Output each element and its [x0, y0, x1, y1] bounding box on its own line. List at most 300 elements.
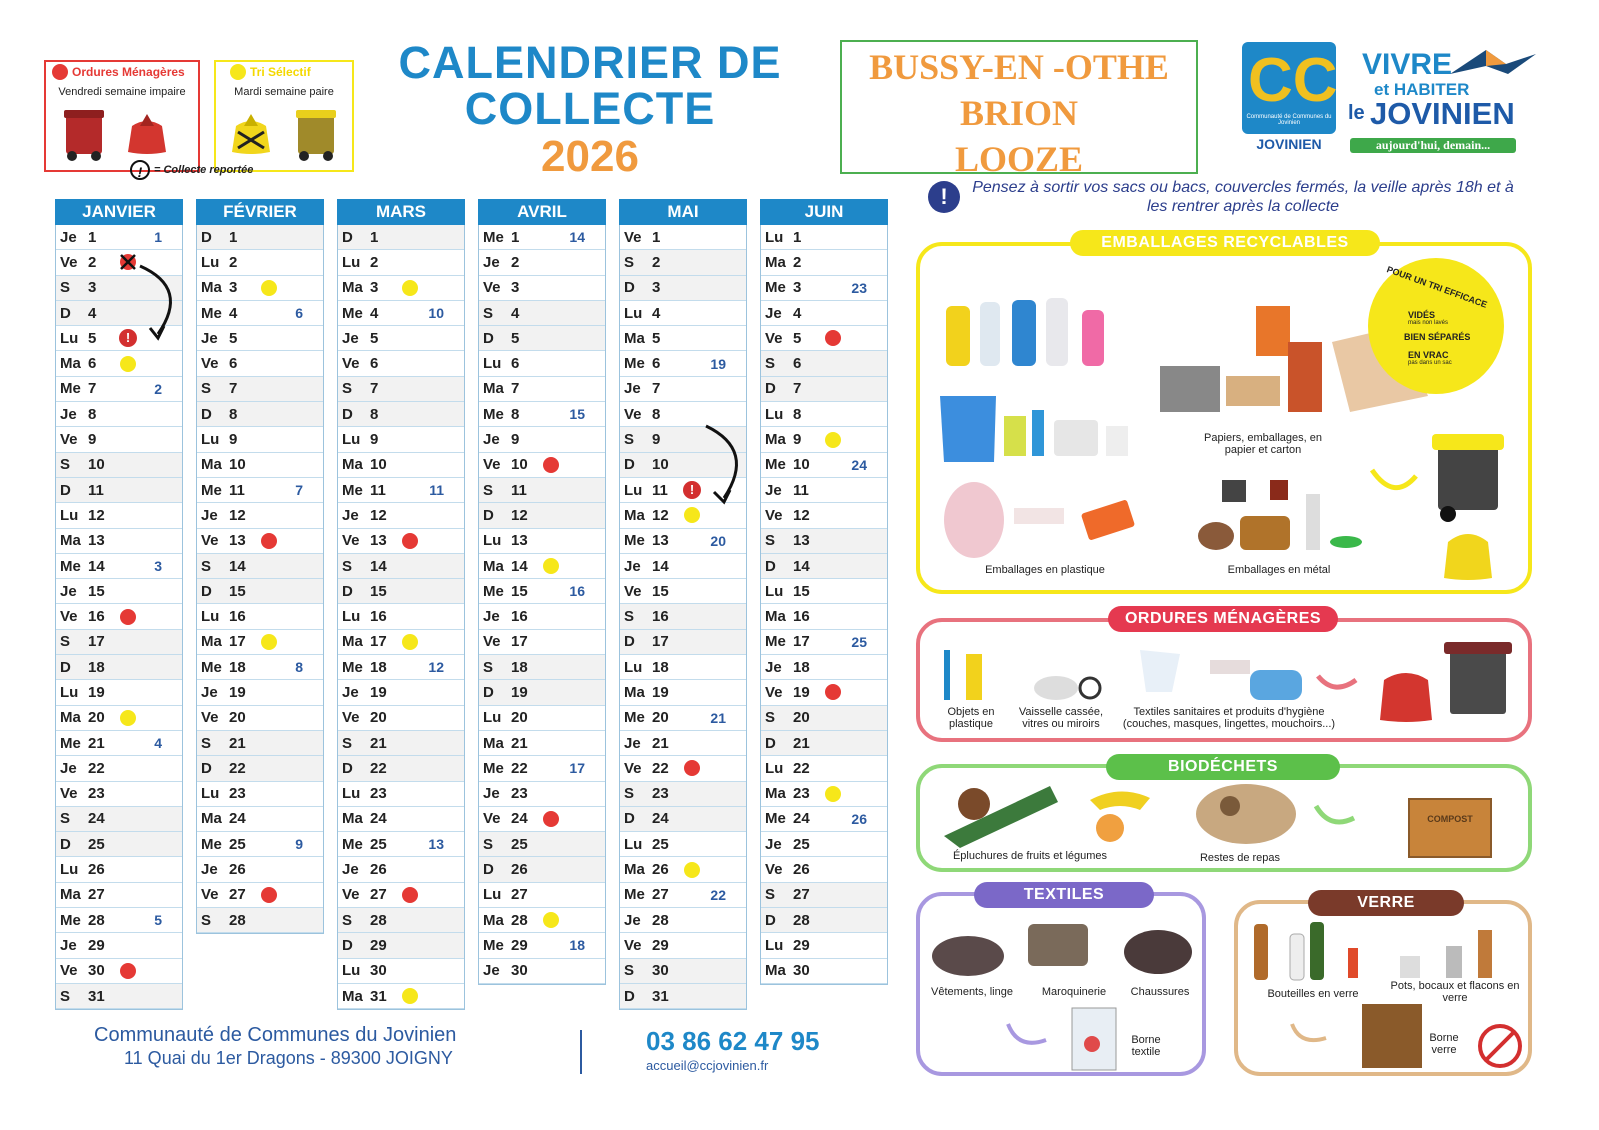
- section-title: ORDURES MÉNAGÈRES: [1108, 606, 1338, 632]
- yellow-bin-icon: [294, 106, 338, 162]
- title-block: [370, 37, 810, 182]
- day-row: [479, 301, 605, 326]
- day-number: 1: [229, 228, 238, 246]
- weekday-label: Ma: [624, 683, 645, 701]
- tri-selectif-dot-icon: [120, 710, 136, 726]
- day-row: [56, 402, 182, 427]
- weekday-label: S: [624, 431, 635, 449]
- day-row: [197, 604, 323, 629]
- day-number: 25: [370, 835, 387, 853]
- day-number: 12: [793, 506, 810, 524]
- day-number: 3: [370, 279, 379, 297]
- day-number: 5: [229, 329, 238, 347]
- day-number: 21: [88, 734, 105, 752]
- weekday-label: D: [342, 759, 353, 777]
- week-number: 17: [569, 760, 585, 777]
- weekday-label: Ve: [201, 886, 219, 904]
- weekday-label: Ma: [60, 886, 81, 904]
- weekday-label: Je: [483, 608, 500, 626]
- day-number: 17: [652, 633, 669, 651]
- weekday-label: Ve: [765, 506, 783, 524]
- day-number: 9: [229, 431, 238, 449]
- day-row: [620, 250, 746, 275]
- day-number: 2: [370, 253, 379, 271]
- day-number: 17: [229, 633, 246, 651]
- day-row: [338, 453, 464, 478]
- day-row: [620, 756, 746, 781]
- day-row: [56, 756, 182, 781]
- day-number: 21: [793, 734, 810, 752]
- day-number: 9: [511, 431, 520, 449]
- day-number: 4: [511, 304, 520, 322]
- weekday-label: D: [765, 557, 776, 575]
- weekday-label: Je: [624, 380, 641, 398]
- month-column: [760, 199, 888, 985]
- day-row: [197, 807, 323, 832]
- day-number: 24: [793, 810, 810, 828]
- day-row: [620, 782, 746, 807]
- day-row: [479, 225, 605, 250]
- weekday-label: Lu: [765, 936, 784, 954]
- weekday-label: D: [483, 329, 494, 347]
- day-number: 17: [511, 633, 528, 651]
- day-number: 27: [370, 886, 387, 904]
- weekday-label: Ve: [60, 962, 78, 980]
- day-row: [479, 782, 605, 807]
- day-number: 6: [511, 355, 520, 373]
- day-number: 10: [652, 456, 669, 474]
- week-number: 22: [710, 886, 726, 903]
- weekday-label: S: [201, 911, 212, 929]
- weekday-label: Ve: [60, 431, 78, 449]
- week-number: 6: [295, 305, 303, 322]
- weekday-label: Me: [765, 279, 786, 297]
- day-number: 18: [370, 658, 387, 676]
- day-number: 20: [793, 709, 810, 727]
- caption-pots: Pots, bocaux et flacons en verre: [1390, 980, 1520, 1004]
- caption-papiers: Papiers, emballages, en papier et carton: [1203, 432, 1322, 456]
- cc-logo-small: Communauté de Communes du Jovinien: [1246, 114, 1332, 126]
- day-number: 28: [793, 911, 810, 929]
- weekday-label: Je: [60, 759, 77, 777]
- day-number: 6: [370, 355, 379, 373]
- weekday-label: S: [342, 911, 353, 929]
- day-row: [197, 402, 323, 427]
- day-row: [338, 579, 464, 604]
- weekday-label: Ve: [483, 279, 501, 297]
- day-row: [761, 478, 887, 503]
- day-row: [479, 326, 605, 351]
- day-row: [761, 706, 887, 731]
- day-number: 3: [229, 279, 238, 297]
- day-number: 21: [652, 734, 669, 752]
- weekday-label: Lu: [201, 253, 220, 271]
- day-row: [338, 529, 464, 554]
- legend-tri-selectif: [214, 60, 354, 172]
- week-number: 7: [295, 482, 303, 499]
- day-number: 10: [370, 456, 387, 474]
- day-number: 16: [511, 608, 528, 626]
- weekday-label: Me: [342, 835, 363, 853]
- week-number: 16: [569, 583, 585, 600]
- day-row: [338, 883, 464, 908]
- legend-tri-title: Tri Sélectif: [250, 65, 311, 79]
- weekday-label: Me: [624, 709, 645, 727]
- weekday-label: S: [60, 987, 71, 1005]
- day-row: [56, 554, 182, 579]
- tri-selectif-dot-icon: [825, 432, 841, 448]
- day-number: 26: [652, 861, 669, 879]
- week-number: 11: [429, 482, 444, 499]
- weekday-label: Lu: [60, 683, 79, 701]
- yellow-bag-icon: [228, 110, 274, 156]
- weekday-label: Lu: [342, 962, 361, 980]
- weekday-label: Je: [201, 683, 218, 701]
- day-number: 7: [652, 380, 661, 398]
- day-number: 21: [370, 734, 387, 752]
- day-row: [56, 908, 182, 933]
- weekday-label: Ve: [624, 228, 642, 246]
- weekday-label: S: [60, 810, 71, 828]
- day-row: [338, 756, 464, 781]
- day-number: 28: [370, 911, 387, 929]
- day-number: 12: [370, 506, 387, 524]
- weekday-label: Ve: [201, 532, 219, 550]
- weekday-label: Lu: [60, 329, 79, 347]
- page-year: 2026: [541, 132, 639, 181]
- weekday-label: S: [201, 557, 212, 575]
- day-number: 4: [88, 304, 97, 322]
- day-row: [761, 908, 887, 933]
- weekday-label: Je: [483, 431, 500, 449]
- weekday-label: Lu: [483, 886, 502, 904]
- day-row: [620, 959, 746, 984]
- day-number: 30: [370, 962, 387, 980]
- red-bag-icon: [124, 110, 170, 156]
- day-number: 14: [511, 557, 528, 575]
- day-row: [197, 427, 323, 452]
- weekday-label: Ma: [201, 279, 222, 297]
- ordures-menageres-dot-icon: [120, 609, 136, 625]
- no-glass-icon: [1476, 1022, 1524, 1070]
- day-row: [56, 655, 182, 680]
- day-number: 26: [229, 861, 246, 879]
- weekday-label: S: [60, 279, 71, 297]
- weekday-label: Ve: [483, 633, 501, 651]
- compost-arrow-icon: [1310, 796, 1370, 836]
- footer-email[interactable]: accueil@ccjovinien.fr: [646, 1058, 769, 1073]
- day-row: [620, 832, 746, 857]
- day-row: [761, 276, 887, 301]
- day-number: 18: [652, 658, 669, 676]
- legend-om-title: Ordures Ménagères: [72, 65, 185, 79]
- day-number: 22: [511, 759, 528, 777]
- weekday-label: Ma: [60, 709, 81, 727]
- weekday-label: Ve: [483, 810, 501, 828]
- day-number: 1: [652, 228, 661, 246]
- weekday-label: Lu: [765, 405, 784, 423]
- day-number: 27: [793, 886, 810, 904]
- page-title-line2: COLLECTE: [464, 83, 716, 134]
- day-row: [479, 250, 605, 275]
- weekday-label: Je: [60, 582, 77, 600]
- caption-borne-verre: Borne verre: [1429, 1032, 1459, 1056]
- month-days: [619, 225, 747, 1010]
- day-row: [479, 554, 605, 579]
- day-row: [197, 326, 323, 351]
- day-row: [620, 655, 746, 680]
- cc-logo-mark: CC: [1248, 46, 1338, 115]
- weekday-label: Lu: [765, 582, 784, 600]
- ordures-menageres-dot-icon: [261, 887, 277, 903]
- soft-plastic-icon: [940, 472, 1140, 562]
- day-row: [620, 857, 746, 882]
- day-number: 31: [652, 987, 669, 1005]
- weekday-label: Je: [201, 506, 218, 524]
- tri-selectif-dot-icon: [825, 786, 841, 802]
- day-number: 4: [652, 304, 661, 322]
- day-row: [338, 857, 464, 882]
- weekday-label: D: [60, 481, 71, 499]
- cc-logo-jovinien: JOVINIEN: [1256, 136, 1322, 152]
- weekday-label: Ma: [60, 532, 81, 550]
- red-dot-icon: [52, 64, 68, 80]
- day-row: [56, 579, 182, 604]
- weekday-label: S: [624, 608, 635, 626]
- weekday-label: D: [765, 734, 776, 752]
- day-row: [338, 630, 464, 655]
- day-row: [338, 782, 464, 807]
- month-column: [478, 199, 606, 985]
- weekday-label: Ma: [765, 962, 786, 980]
- weekday-label: Me: [342, 658, 363, 676]
- day-row: [197, 225, 323, 250]
- weekday-label: Ve: [765, 683, 783, 701]
- panel-biodechets: [916, 758, 1532, 872]
- weekday-label: Ma: [201, 810, 222, 828]
- weekday-label: Me: [342, 481, 363, 499]
- day-number: 14: [652, 557, 669, 575]
- day-row: [479, 655, 605, 680]
- day-number: 18: [229, 658, 246, 676]
- day-row: [761, 301, 887, 326]
- day-number: 20: [511, 709, 528, 727]
- weekday-label: Ve: [624, 582, 642, 600]
- reminder-text: Pensez à sortir vos sacs ou bacs, couvercles fermés, la veille après 18h et à les rentrer après la collecte: [972, 179, 1514, 215]
- day-number: 27: [88, 886, 105, 904]
- day-number: 18: [511, 658, 528, 676]
- day-number: 16: [793, 608, 810, 626]
- weekday-label: Ma: [342, 456, 363, 474]
- weekday-label: Ma: [483, 557, 504, 575]
- day-number: 16: [229, 608, 246, 626]
- day-number: 9: [88, 431, 97, 449]
- day-row: [620, 326, 746, 351]
- month-header: MAI: [619, 199, 747, 225]
- day-row: [479, 453, 605, 478]
- day-number: 26: [511, 861, 528, 879]
- ordures-menageres-dot-icon: [825, 684, 841, 700]
- day-row: [56, 351, 182, 376]
- day-row: [479, 959, 605, 984]
- weekday-label: Je: [765, 304, 782, 322]
- day-number: 25: [652, 835, 669, 853]
- day-row: [197, 579, 323, 604]
- day-number: 30: [793, 962, 810, 980]
- day-row: [197, 453, 323, 478]
- footer-address: 11 Quai du 1er Dragons - 89300 JOIGNY: [124, 1048, 453, 1068]
- day-number: 22: [88, 759, 105, 777]
- day-row: [479, 276, 605, 301]
- day-row: [761, 377, 887, 402]
- weekday-label: D: [201, 759, 212, 777]
- footer-phone[interactable]: 03 86 62 47 95: [646, 1026, 820, 1056]
- weekday-label: S: [765, 532, 776, 550]
- tri-efficace-badge: POUR UN TRI EFFICACE VIDÉS mais non lavés BIEN SÉPARÉS EN VRAC pas dans un sac: [1368, 258, 1504, 394]
- day-row: [761, 579, 887, 604]
- day-number: 31: [88, 987, 105, 1005]
- day-row: [56, 529, 182, 554]
- day-row: [620, 908, 746, 933]
- weekday-label: Lu: [342, 608, 361, 626]
- weekday-label: Ve: [201, 355, 219, 373]
- weekday-label: Lu: [201, 608, 220, 626]
- day-row: [56, 604, 182, 629]
- day-row: [338, 326, 464, 351]
- day-number: 7: [229, 380, 238, 398]
- weekday-label: Ma: [483, 911, 504, 929]
- day-row: [197, 554, 323, 579]
- day-number: 28: [229, 911, 246, 929]
- day-number: 25: [793, 835, 810, 853]
- day-number: 2: [229, 253, 238, 271]
- day-row: [338, 250, 464, 275]
- day-row: [479, 832, 605, 857]
- weekday-label: D: [765, 380, 776, 398]
- day-row: [761, 959, 887, 984]
- day-number: 1: [88, 228, 97, 246]
- day-row: [197, 478, 323, 503]
- day-row: [761, 604, 887, 629]
- day-row: [479, 478, 605, 503]
- reminder: [928, 178, 1518, 216]
- weekday-label: D: [483, 683, 494, 701]
- month-column: [196, 199, 324, 934]
- day-number: 8: [511, 405, 520, 423]
- day-row: [197, 276, 323, 301]
- week-number: 9: [295, 836, 303, 853]
- caption-epluchures: Épluchures de fruits et légumes: [952, 850, 1108, 862]
- weekday-label: D: [60, 304, 71, 322]
- day-number: 28: [652, 911, 669, 929]
- legend-ordures-menageres: [44, 60, 200, 172]
- metal-packaging-icon: [1196, 480, 1386, 560]
- day-row: [338, 276, 464, 301]
- day-row: [56, 883, 182, 908]
- section-title: BIODÉCHETS: [1106, 754, 1340, 780]
- day-number: 15: [229, 582, 246, 600]
- day-row: [479, 883, 605, 908]
- weekday-label: Me: [483, 759, 504, 777]
- day-row: [761, 427, 887, 452]
- day-number: 19: [793, 683, 810, 701]
- day-number: 17: [370, 633, 387, 651]
- weekday-label: Je: [60, 405, 77, 423]
- month-days: [760, 225, 888, 985]
- textile-bin-icon: [1002, 1004, 1122, 1074]
- day-number: 10: [88, 456, 105, 474]
- day-row: [56, 503, 182, 528]
- weekday-label: Me: [483, 936, 504, 954]
- day-row: [197, 630, 323, 655]
- day-number: 20: [229, 709, 246, 727]
- weekday-label: Ve: [624, 405, 642, 423]
- weekday-label: Ma: [342, 810, 363, 828]
- vivre-habiter-logo: VIVRE et HABITER le JOVINIEN aujourd'hui, demain...: [1348, 44, 1538, 156]
- panel-verre: [1234, 894, 1532, 1076]
- day-row: [761, 807, 887, 832]
- day-number: 13: [652, 532, 669, 550]
- week-number: 14: [569, 229, 585, 246]
- day-number: 9: [370, 431, 379, 449]
- weekday-label: Je: [624, 911, 641, 929]
- weekday-label: Ma: [624, 861, 645, 879]
- day-number: 25: [229, 835, 246, 853]
- weekday-label: Ve: [624, 759, 642, 777]
- weekday-label: S: [483, 304, 494, 322]
- weekday-label: Je: [342, 329, 359, 347]
- weekday-label: Me: [201, 835, 222, 853]
- day-row: [479, 908, 605, 933]
- weekday-label: D: [624, 810, 635, 828]
- week-number: 23: [851, 279, 867, 296]
- day-number: 6: [652, 355, 661, 373]
- day-row: [338, 301, 464, 326]
- day-row: [620, 807, 746, 832]
- weekday-label: D: [483, 861, 494, 879]
- day-row: [56, 832, 182, 857]
- day-number: 2: [652, 253, 661, 271]
- day-number: 16: [652, 608, 669, 626]
- bottles-icon: [942, 292, 1122, 372]
- day-number: 15: [652, 582, 669, 600]
- day-row: [620, 554, 746, 579]
- weekday-label: D: [201, 405, 212, 423]
- day-row: [338, 680, 464, 705]
- weekday-label: D: [624, 456, 635, 474]
- day-row: [338, 554, 464, 579]
- day-row: [761, 782, 887, 807]
- day-number: 5: [88, 329, 97, 347]
- weekday-label: Me: [483, 405, 504, 423]
- weekday-label: Ma: [201, 633, 222, 651]
- tri-selectif-dot-icon: [543, 912, 559, 928]
- weekday-label: Ve: [342, 709, 360, 727]
- weekday-label: Me: [483, 228, 504, 246]
- panel-ordures-menageres: [916, 610, 1532, 742]
- day-row: [479, 706, 605, 731]
- day-row: [761, 933, 887, 958]
- day-number: 23: [793, 785, 810, 803]
- weekday-label: Ma: [483, 380, 504, 398]
- day-number: 5: [370, 329, 379, 347]
- info-exclamation-icon: !: [928, 181, 960, 213]
- week-number: 24: [851, 456, 867, 473]
- day-number: 8: [652, 405, 661, 423]
- day-number: 14: [229, 557, 246, 575]
- food-scraps-icon: [940, 776, 1310, 848]
- weekday-label: Me: [60, 911, 81, 929]
